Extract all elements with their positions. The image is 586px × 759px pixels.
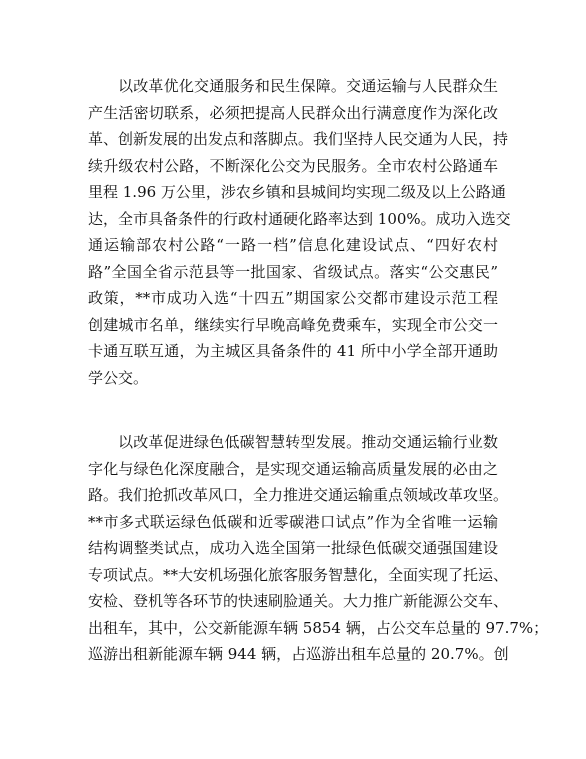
text-line: 产生活密切联系，必须把提高人民群众出行满意度作为深化改 bbox=[88, 103, 498, 122]
text-line: 以改革促进绿色低碳智慧转型发展。推动交通运输行业数 bbox=[118, 433, 498, 451]
text-line: 出租车，其中，公交新能源车辆 5854 辆，占公交车总量的 97.7%； bbox=[88, 618, 549, 637]
text-line: 字化与绿色化深度融合，是实现交通运输高质量发展的必由之 bbox=[88, 459, 498, 478]
text-line: 路。我们抢抓改革风口，全力推进交通运输重点领域改革攻坚。 bbox=[88, 486, 509, 504]
text-line: 革、创新发展的出发点和落脚点。我们坚持人民交通为人民，持 bbox=[88, 130, 509, 148]
text-line: 以改革优化交通服务和民生保障。交通运输与人民群众生 bbox=[118, 77, 498, 95]
text-line: 专项试点。**大安机场强化旅客服务智慧化，全面实现了托运、 bbox=[88, 565, 509, 584]
text-line: 达，全市具备条件的行政村通硬化路率达到 100%。成功入选交 bbox=[88, 209, 511, 228]
text-line: 通运输部农村公路“一路一档”信息化建设试点、“四好农村 bbox=[88, 236, 498, 254]
text-line: 安检、登机等各环节的快速刷脸通关。大力推广新能源公交车、 bbox=[88, 592, 509, 610]
text-line: 续升级农村公路，不断深化公交为民服务。全市农村公路通车 bbox=[88, 156, 498, 175]
text-line: 创建城市名单，继续实行早晚高峰免费乘车，实现全市公交一 bbox=[88, 315, 498, 334]
text-line: **市多式联运绿色低碳和近零碳港口试点”作为全省唯一运输 bbox=[88, 512, 498, 531]
text-line: 结构调整类试点，成功入选全国第一批绿色低碳交通强国建设 bbox=[88, 539, 498, 557]
text-line: 巡游出租新能源车辆 944 辆，占巡游出租车总量的 20.7%。创 bbox=[88, 645, 509, 663]
text-line: 学公交。 bbox=[88, 368, 149, 387]
text-line: 政策，**市成功入选“十四五”期国家公交都市建设示范工程 bbox=[88, 289, 498, 307]
paragraph-transport-services bbox=[88, 73, 511, 391]
text-line: 卡通互联互通，为主城区具备条件的 41 所中小学全部开通助 bbox=[88, 342, 498, 360]
text-line: 里程 1.96 万公里，涉农乡镇和县城间均实现二级及以上公路通 bbox=[88, 183, 506, 201]
text-line: 路”全国全省示范县等一批国家、省级试点。落实“公交惠民” bbox=[88, 262, 498, 281]
paragraph-green-transition bbox=[88, 429, 549, 668]
